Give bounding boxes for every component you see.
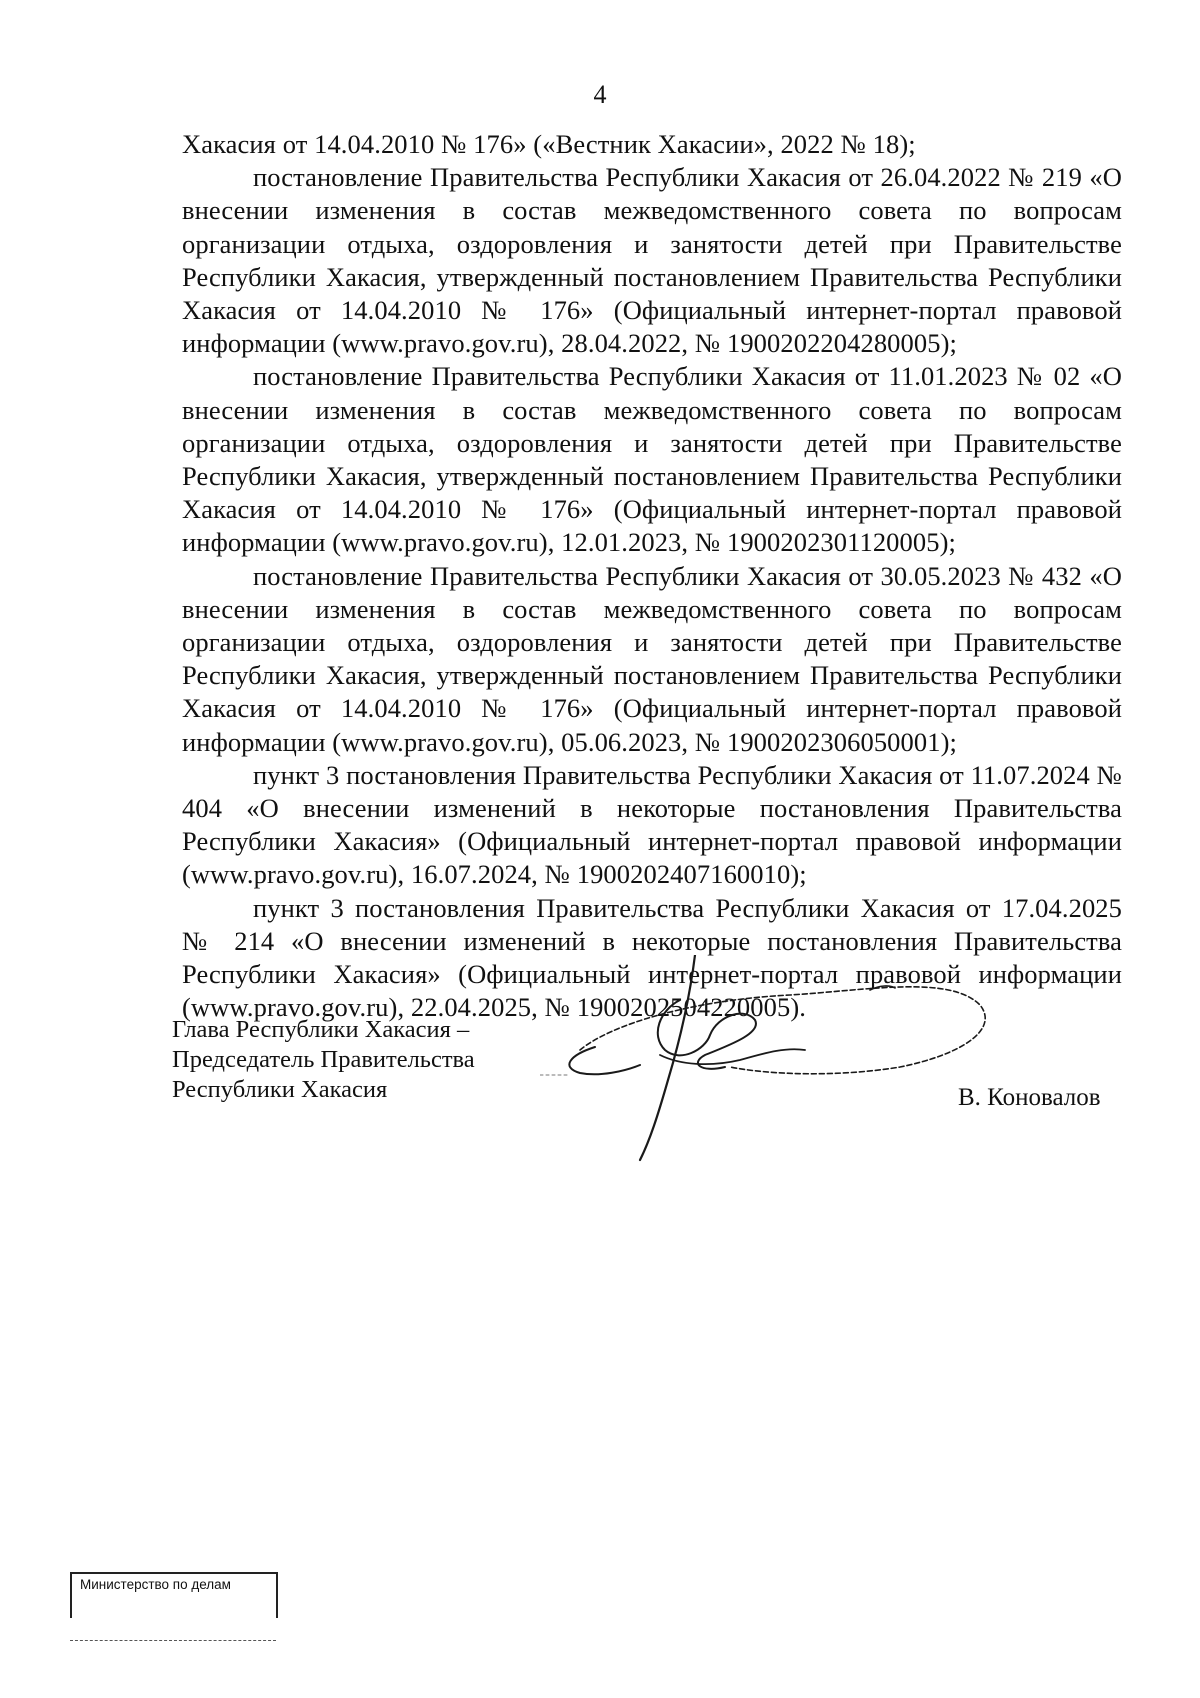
signatory-title: [172, 1015, 532, 1105]
paragraph-resolution-02: постановление Правительства Республики Хакасия от 11.01.2023 № 02 «О внесении изменения в состав межведомственного совета по вопросам организации отдыха, оздоровления и занятости детей при Правительстве Республики Хакасия, утвержденный постановлением Правительства Республики Хакасия от 14.04.2010 № 176» (Официальный интернет-портал правовой информации (www.pravo.gov.ru), 12.01.2023, № 1900202301120005);: [182, 361, 1122, 558]
paragraph-resolution-214: пункт 3 постановления Правительства Республики Хакасия от 17.04.2025 № 214 «О внесении изменений в некоторые постановления Правительства Республики Хакасия» (Официальный интернет-портал правовой информации (www.pravo.gov.ru), 22.04.2025, № 1900202504220005).: [182, 892, 1122, 1023]
signatory-title-line: Республики Хакасия: [172, 1076, 388, 1103]
signatory-title-line: Председатель Правительства: [172, 1046, 475, 1073]
paragraph-resolution-219: постановление Правительства Республики Хакасия от 26.04.2022 № 219 «О внесении изменения в состав межведомственного совета по вопросам организации отдыха, оздоровления и занятости детей при Правительстве Республики Хакасия, утвержденный постановлением Правительства Республики Хакасия от 14.04.2010 № 176» (Официальный интернет-портал правовой информации (www.pravo.gov.ru), 28.04.2022, № 1900202204280005);: [182, 162, 1122, 359]
handwritten-signature: [540, 955, 1040, 1165]
document-body: [182, 128, 1122, 1024]
paragraph-continuation: Хакасия от 14.04.2010 № 176» («Вестник Хакасии», 2022 № 18);: [182, 129, 916, 159]
registration-stamp: [70, 1572, 278, 1618]
stamp-text: Министерство по делам: [80, 1577, 231, 1592]
signatory-title-line: Глава Республики Хакасия –: [172, 1016, 470, 1043]
paragraph-resolution-404: пункт 3 постановления Правительства Республики Хакасия от 11.07.2024 № 404 «О внесении изменений в некоторые постановления Правительства Республики Хакасия» (Официальный интернет-портал правовой информации (www.pravo.gov.ru), 16.07.2024, № 1900202407160010);: [182, 759, 1122, 890]
page-number: 4: [593, 80, 607, 109]
stamp-underline: [70, 1640, 276, 1641]
paragraph-resolution-432: постановление Правительства Республики Хакасия от 30.05.2023 № 432 «О внесении изменения в состав межведомственного совета по вопросам организации отдыха, оздоровления и занятости детей при Правительстве Республики Хакасия, утвержденный постановлением Правительства Республики Хакасия от 14.04.2010 № 176» (Официальный интернет-портал правовой информации (www.pravo.gov.ru), 05.06.2023, № 1900202306050001);: [182, 560, 1122, 757]
signer-name: В. Коновалов: [958, 1084, 1101, 1111]
